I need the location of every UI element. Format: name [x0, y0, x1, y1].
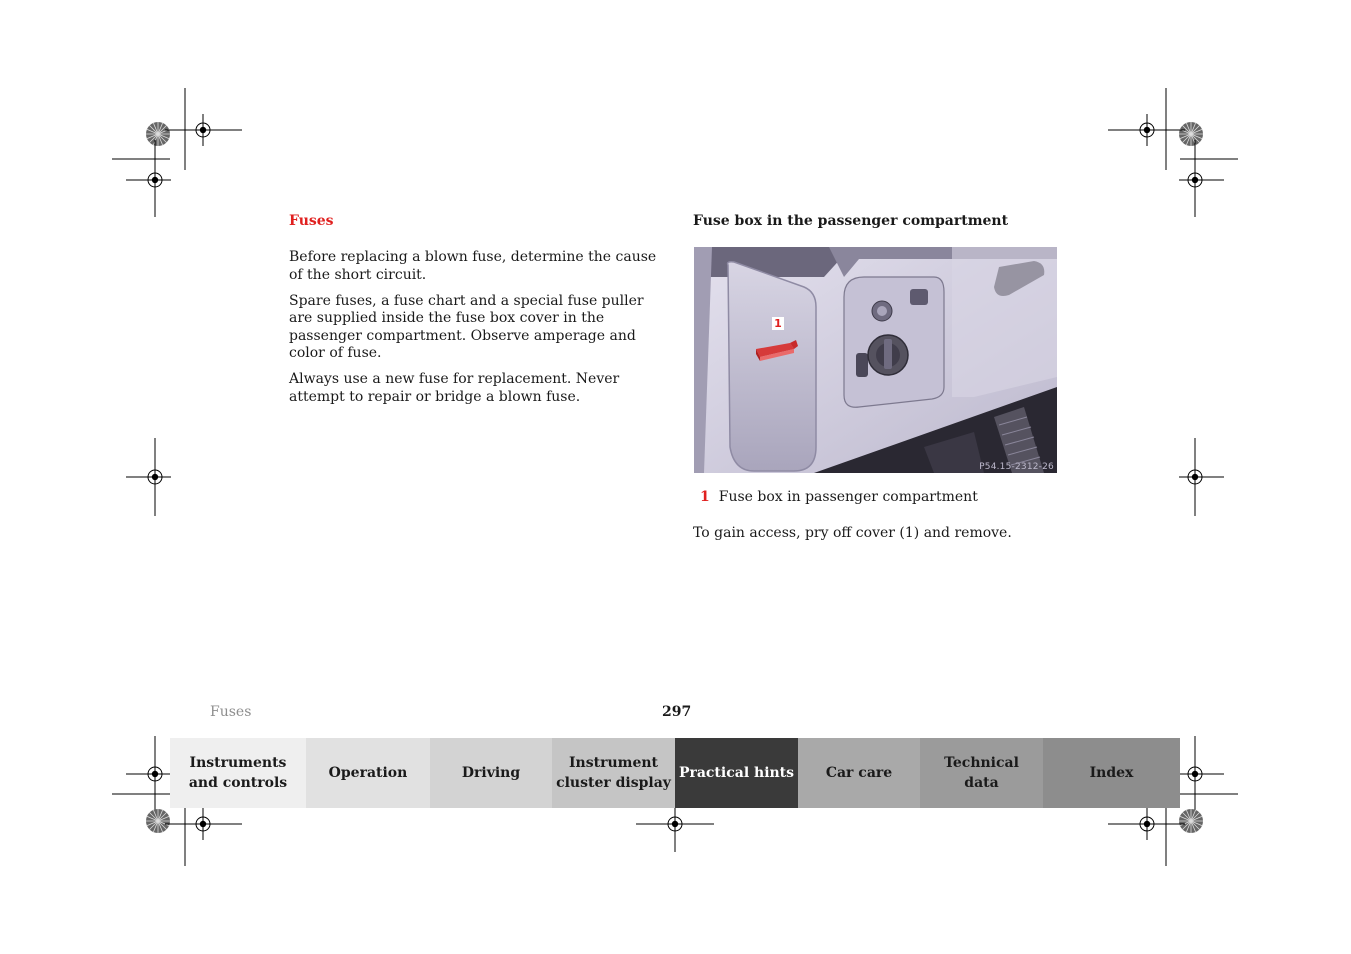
footer-section-label: Fuses — [210, 704, 252, 720]
fuse-box-illustration — [694, 247, 1057, 473]
tab-index[interactable]: Index — [1043, 738, 1180, 808]
figure-legend — [700, 489, 978, 505]
figure-code: P54.15-2312-26 — [979, 462, 1054, 472]
figure-title: Fuse box in the passenger compartment — [693, 213, 1009, 229]
paragraph: Always use a new fuse for replacement. Never attempt to repair or bridge a blown fuse. — [289, 371, 620, 405]
tab-car-care[interactable]: Car care — [798, 738, 920, 808]
paragraph: Spare fuses, a fuse chart and a special fuse puller are supplied inside the fuse box cover in the passenger compartment. Observe amperage and color of fuse. — [289, 292, 644, 361]
tab-operation[interactable]: Operation — [306, 738, 430, 808]
page-number: 297 — [662, 704, 692, 720]
tab-practical-hints[interactable]: Practical hints — [675, 738, 798, 808]
legend-number: 1 — [700, 489, 710, 505]
tab-instrument-cluster-display[interactable]: Instrument cluster display — [552, 738, 675, 808]
chapter-navigation — [170, 738, 1180, 808]
legend-text: Fuse box in passenger compartment — [718, 489, 978, 505]
callout-1: 1 — [772, 317, 784, 330]
dashboard-drawing — [694, 247, 1057, 473]
section-title: Fuses — [289, 213, 334, 229]
tab-driving[interactable]: Driving — [430, 738, 552, 808]
body-text — [289, 249, 661, 415]
tab-technical-data[interactable]: Technical data — [920, 738, 1043, 808]
access-instruction: To gain access, pry off cover (1) and remove. — [693, 525, 1012, 541]
tab-instruments-and-controls[interactable]: Instruments and controls — [170, 738, 306, 808]
paragraph: Before replacing a blown fuse, determine the cause of the short circuit. — [289, 249, 657, 283]
